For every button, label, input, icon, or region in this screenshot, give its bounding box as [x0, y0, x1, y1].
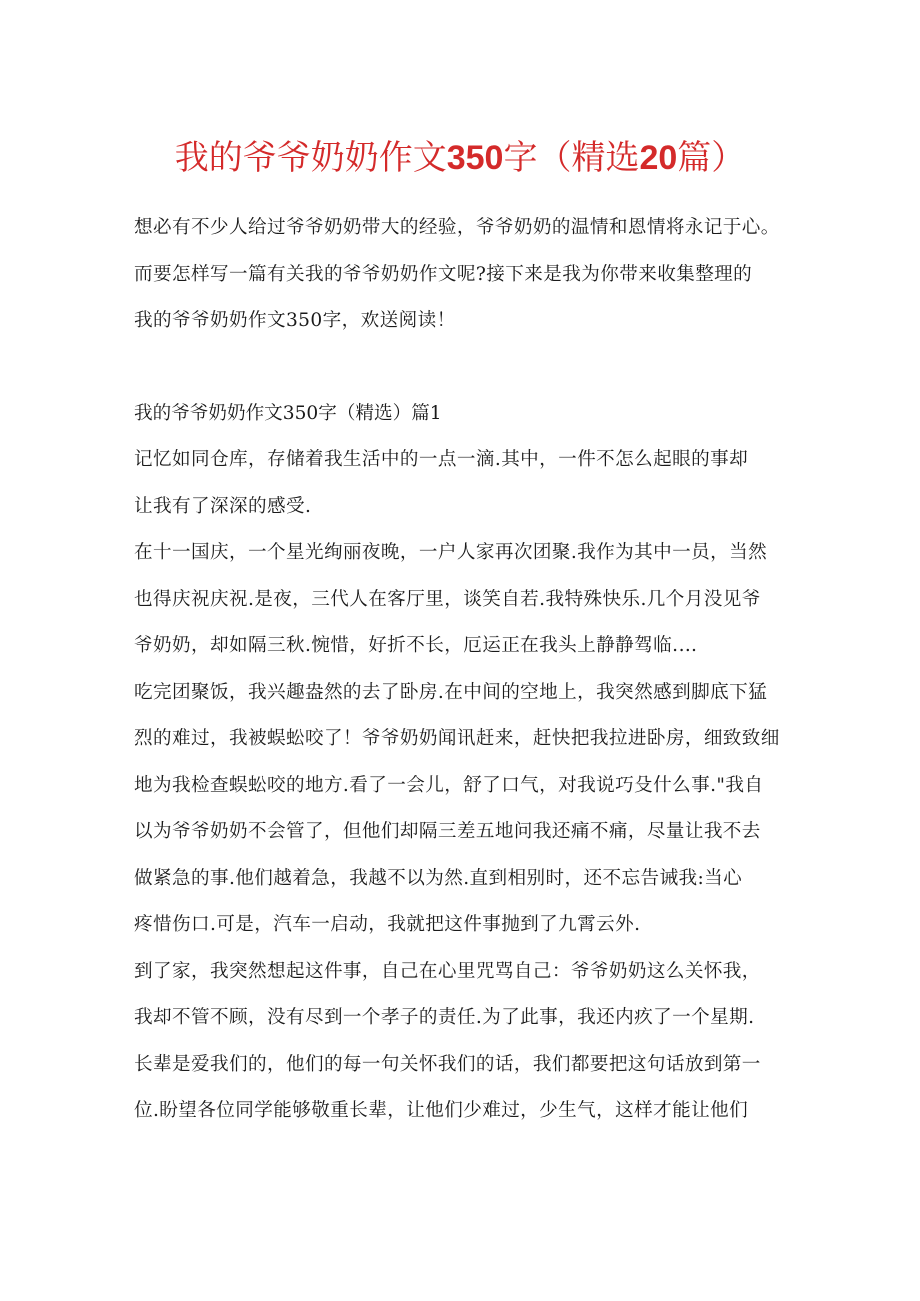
body-paragraph-1 — [134, 437, 814, 530]
intro-line: 而要怎样写一篇有关我的爷爷奶奶作文呢?接下来是我为你带来收集整理的 — [134, 263, 753, 285]
paragraph-line: 位.盼望各位同学能够敬重长辈，让他们少难过，少生气，这样才能让他们 — [134, 1100, 749, 1121]
paragraph-line: 烈的难过，我被蜈蚣咬了！爷爷奶奶闻讯赶来，赶快把我拉进卧房，细致致细 — [134, 728, 780, 749]
paragraph-line: 长辈是爱我们的，他们的每一句关怀我们的话，我们都要把这句话放到第一 — [134, 1053, 761, 1075]
title-part-5: 篇） — [677, 138, 746, 178]
paragraph-line: 吃完团聚饭，我兴趣盎然的去了卧房.在中间的空地上，我突然感到脚底下猛 — [134, 681, 768, 703]
title-part-3: 字（精选 — [503, 138, 640, 178]
paragraph-line: 以为爷爷奶奶不会管了，但他们却隔三差五地问我还痛不痛，尽量让我不去 — [134, 821, 761, 842]
intro-line: 想必有不少人给过爷爷奶奶带大的经验，爷爷奶奶的温情和恩情将永记于心。 — [134, 217, 780, 238]
paragraph-line: 疼惜伤口.可是，汽车一启动，我就把这件事抛到了九霄云外. — [134, 914, 641, 935]
body-paragraph-2 — [134, 530, 814, 670]
paragraph-line: 记忆如同仓库，存储着我生活中的一点一滴.其中，一件不怎么起眼的事却 — [134, 449, 749, 470]
document-body — [134, 205, 814, 1135]
paragraph-line: 也得庆祝庆祝.是夜，三代人在客厅里，谈笑自若.我特殊快乐.几个月没见爷 — [134, 588, 761, 610]
section-spacer — [134, 345, 814, 391]
paragraph-line: 到了家，我突然想起这件事，自己在心里咒骂自己：爷爷奶奶这么关怀我， — [134, 960, 761, 982]
paragraph-line: 让我有了深深的感受. — [134, 495, 312, 517]
body-paragraph-3 — [134, 670, 814, 949]
title-part-1: 我的爷爷奶奶作文 — [174, 138, 447, 178]
paragraph-line: 地为我检查蜈蚣咬的地方.看了一会儿，舒了口气，对我说巧殳什么事."我自 — [134, 774, 764, 796]
intro-paragraph — [134, 205, 814, 345]
title-part-4: 20 — [639, 139, 678, 177]
document-title — [0, 128, 920, 188]
paragraph-line: 做紧急的事.他们越着急，我越不以为然.直到相别时，还不忘告诫我:当心 — [134, 867, 743, 889]
paragraph-line: 我却不管不顾，没有尽到一个孝子的责任.为了此事，我还内疚了一个星期. — [134, 1007, 755, 1028]
paragraph-line: 在十一国庆，一个星光绚丽夜晚，一户人家再次团聚.我作为其中一员，当然 — [134, 542, 768, 563]
body-paragraph-4 — [134, 949, 814, 1135]
intro-line: 我的爷爷奶奶作文350字，欢送阅读！ — [134, 310, 456, 331]
section-heading: 我的爷爷奶奶作文350字（精选）篇1 — [134, 402, 442, 424]
paragraph-line: 爷奶奶，却如隔三秋.惋惜，好折不长，厄运正在我头上静静驾临.… — [134, 635, 698, 656]
title-part-2: 350 — [446, 139, 504, 177]
